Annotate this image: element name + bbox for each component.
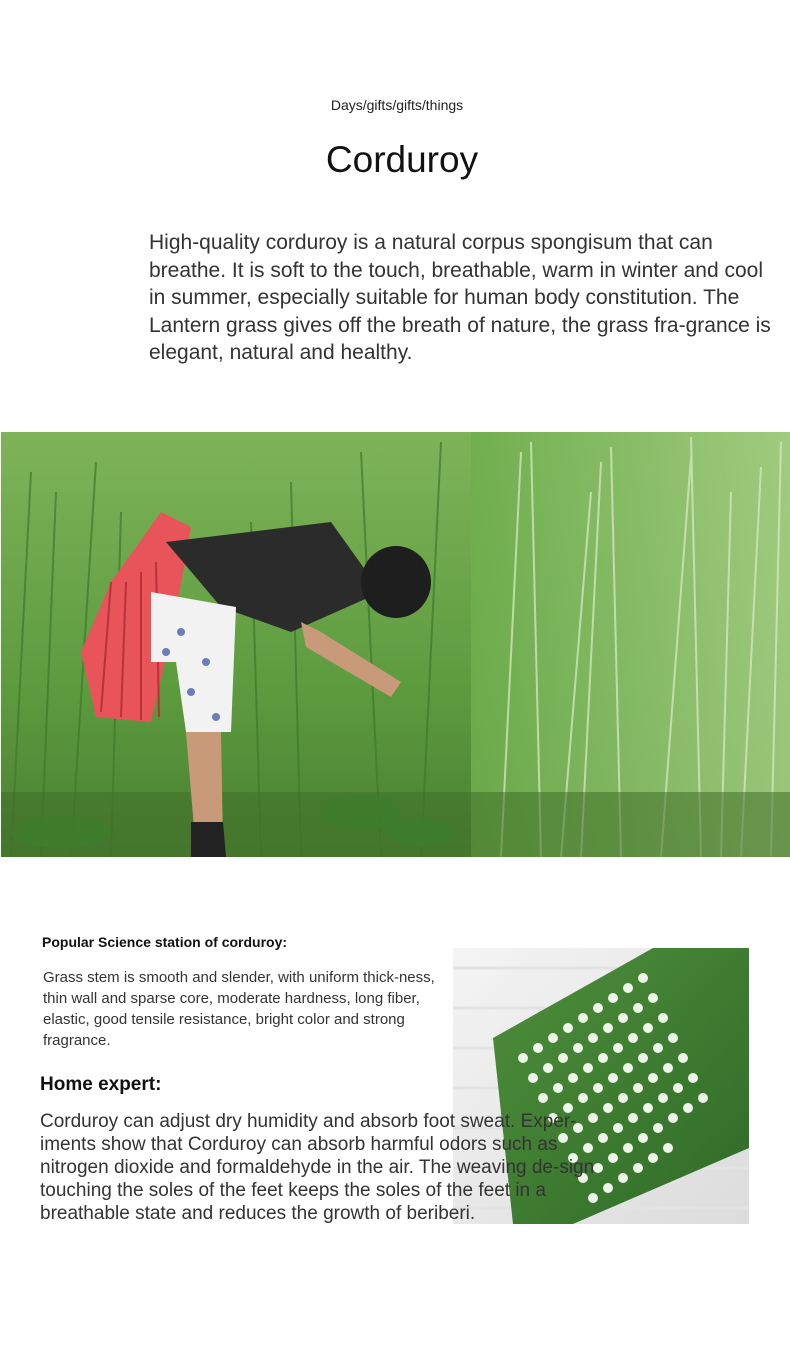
intro-paragraph: High-quality corduroy is a natural corpus spongisum that can breathe. It is soft to the touch, breathable, warm in winter and cool in summer, especially suitable for human body constitution. The Lantern grass gives off the breath of nature, the grass fra-grance is elegant, natural and healthy. (149, 231, 771, 364)
page-title: Corduroy (325, 139, 479, 180)
home-expert-paragraph: Corduroy can adjust dry humidity and absorb foot sweat. Exper-iments show that Corduroy can absorb harmful odors such as nitrogen dioxide and formaldehyde in the air. The weaving de-sign touching the soles of the feet keeps the soles of the feet in a breathable state and reduces the growth of beriberi. (40, 1111, 595, 1224)
grass-field-illustration (1, 432, 790, 857)
home-expert-heading: Home expert: (40, 1074, 162, 1095)
science-heading: Popular Science station of corduroy: (42, 934, 288, 950)
breadcrumb: Days/gifts/gifts/things (330, 97, 464, 113)
hero-image-grass-harvest (1, 432, 790, 857)
science-paragraph: Grass stem is smooth and slender, with uniform thick-ness, thin wall and sparse core, moderate hardness, long fiber, elastic, good tensile resistance, bright color and strong fragrance. (43, 969, 435, 1049)
